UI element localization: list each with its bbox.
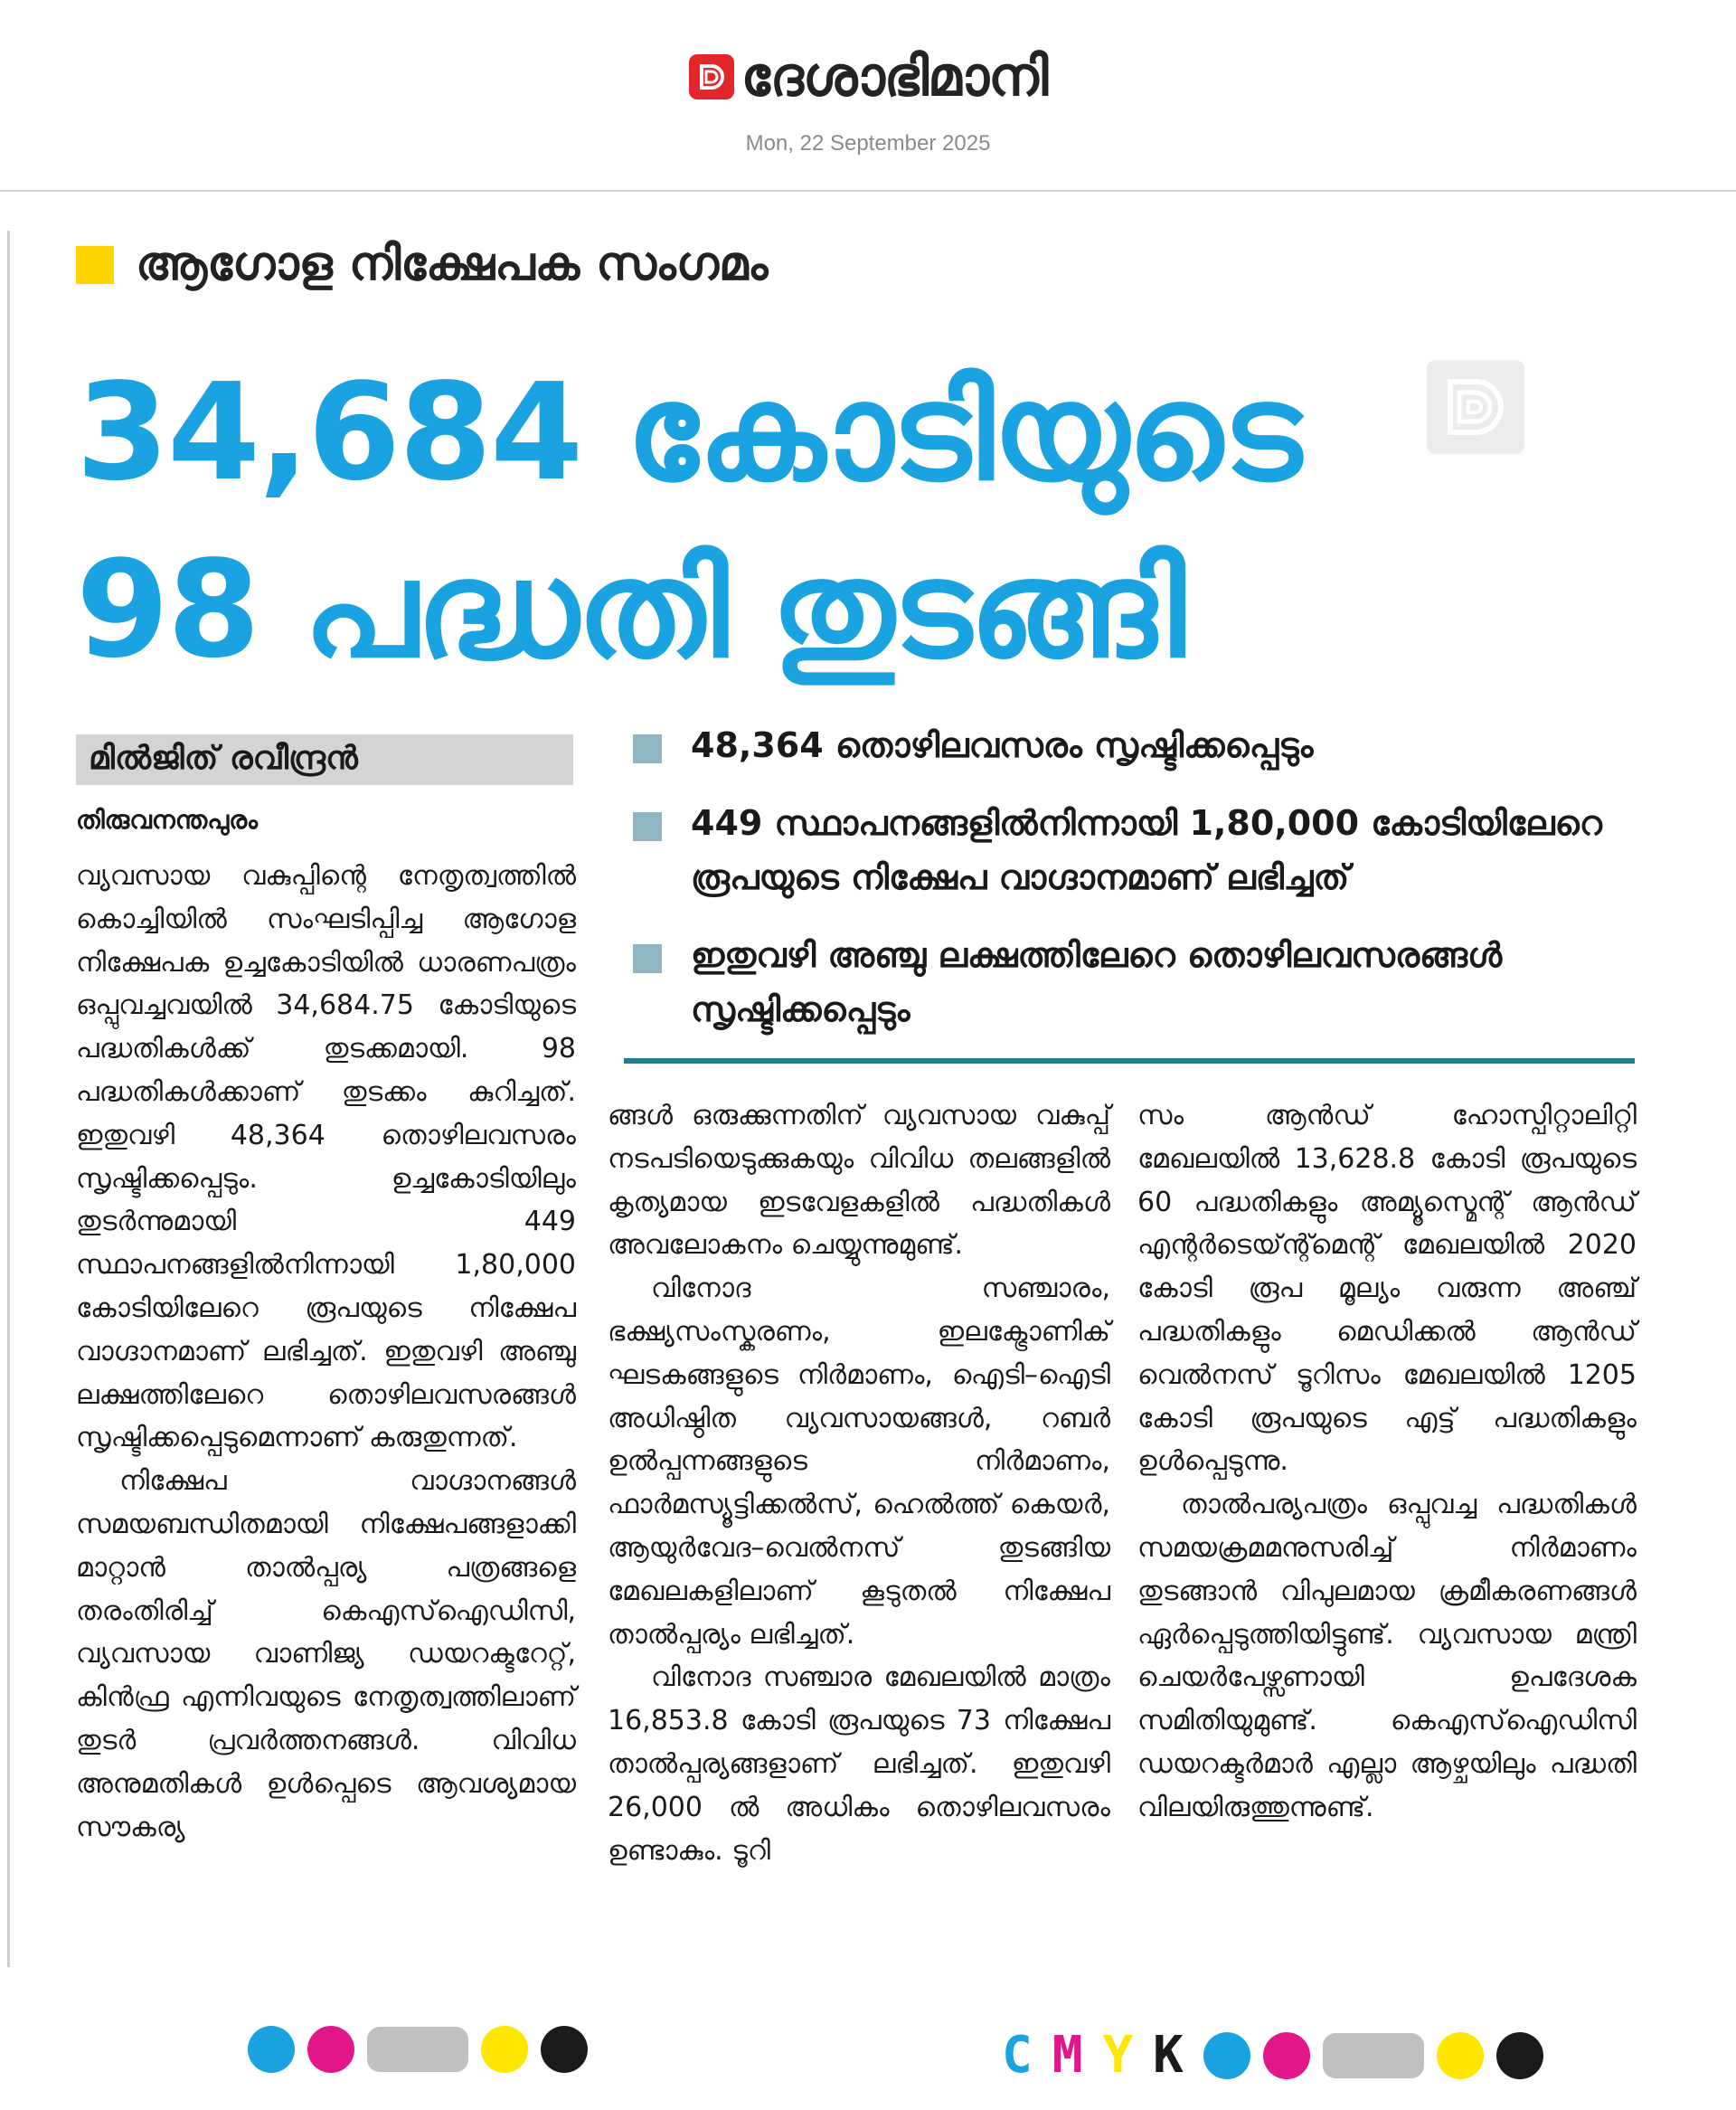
body-paragraph: വ്യവസായ വകുപ്പിന്റെ നേതൃത്വത്തിൽ കൊച്ചിയിൽ സംഘടിപ്പിച്ച ആഗോള നിക്ഷേപക ഉച്ചകോടിയിൽ ധാരണപത്രം ഒപ്പുവച്ചവയിൽ 34,684.75 കോടിയുടെ പദ്ധതികൾക്ക് തുടക്കമായി. 98 പദ്ധതികൾക്കാണ് തുടക്കം കുറിച്ചത്. ഇതുവഴി 48,364 തൊഴിലവസരം സൃഷ്ടിക്കപ്പെടും. ഉച്ചകോടിയിലും തുടർന്നുമായി 449 സ്ഥാപനങ്ങളിൽനിന്നായി 1,80,000 കോടിയിലേറെ രൂപയുടെ നിക്ഷേപ വാഗ്ദാനമാണ് ലഭിച്ചത്. ഇതുവഴി അഞ്ചു ലക്ഷത്തിലേറെ തൊഴിലവസരങ്ങൾ സൃഷ്ടിക്കപ്പെടുമെന്നാണ് കരുതുന്നത്.: [76, 860, 576, 1454]
edition-date: Mon, 22 September 2025: [745, 131, 991, 156]
highlight-item: [633, 718, 1637, 772]
highlight-text: 48,364 തൊഴിലവസരം സൃഷ്ടിക്കപ്പെടും: [691, 725, 1314, 765]
black-dot-icon: [541, 2026, 588, 2073]
highlights-divider: [624, 1058, 1635, 1064]
byline: മിൽജിത് രവീന്ദ്രൻ: [89, 740, 358, 777]
cyan-dot-icon: [248, 2026, 295, 2073]
body-column-1: [76, 855, 576, 1849]
cmyk-letter-k: K: [1153, 2026, 1184, 2085]
kicker: [76, 237, 768, 292]
kicker-text: ആഗോള നിക്ഷേപക സംഗമം: [136, 237, 769, 291]
body-paragraph: നിക്ഷേപ വാഗ്ദാനങ്ങൾ സമയബന്ധിതമായി നിക്ഷേപങ്ങളാക്കി മാറ്റാൻ താൽപ്പര്യ പത്രങ്ങളെ തരംതിരിച്ച് കെഎസ്ഐഡിസി, വ്യവസായ വാണിജ്യ ഡയറക്ടറേറ്റ്, കിൻഫ്ര എന്നിവയുടെ നേതൃത്വത്തിലാണ് തുടർ പ്രവർത്തനങ്ങൾ. വിവിധ അനുമതികൾ ഉൾപ്പെടെ ആവശ്യമായ സൗകര്യ: [76, 1465, 576, 1843]
logo-text: ദേശാഭിമാനി: [741, 45, 1048, 109]
bullet-square-icon: [633, 944, 662, 973]
gray-bar-icon: [367, 2027, 468, 2072]
cmyk-letter-m: M: [1052, 2026, 1083, 2085]
magenta-dot-icon: [307, 2026, 354, 2073]
bullet-square-icon: [633, 812, 662, 841]
color-registration-left: [248, 2026, 600, 2073]
body-paragraph: വിനോദ സഞ്ചാര മേഖലയിൽ മാത്രം 16,853.8 കോടി രൂപയുടെ 73 നിക്ഷേപ താൽപ്പര്യങ്ങളാണ് ലഭിച്ചത്. ഇതുവഴി 26,000 ൽ അധികം തൊഴിലവസരം ഉണ്ടാകും. ടൂറി: [608, 1661, 1110, 1867]
body-column-2: [608, 1094, 1110, 1872]
body-paragraph: വിനോദ സഞ്ചാരം, ഭക്ഷ്യസംസ്കരണം, ഇലക്ട്രോണിക് ഘടകങ്ങളുടെ നിർമാണം, ഐടി–ഐടി അധിഷ്ഠിത വ്യവസായങ്ങൾ, റബർ ഉൽപ്പന്നങ്ങളുടെ നിർമാണം, ഫാർമസ്യൂട്ടിക്കൽസ്, ഹെൽത്ത് കെയർ, ആയുർവേദ–വെൽനസ് തുടങ്ങിയ മേഖലകളിലാണ് കൂടുതൽ നിക്ഷേപ താൽപ്പര്യം ലഭിച്ചത്.: [608, 1273, 1110, 1651]
masthead-divider: [0, 190, 1736, 192]
body-column-3: [1137, 1094, 1637, 1830]
color-registration-right: [1002, 2026, 1556, 2085]
magenta-dot-icon: [1263, 2032, 1310, 2079]
highlight-text: 449 സ്ഥാപനങ്ങളിൽനിന്നായി 1,80,000 കോടിയിലേറെ രൂപയുടെ നിക്ഷേപ വാഗ്ദാനമാണ് ലഭിച്ചത്: [691, 803, 1602, 897]
gray-bar-icon: [1323, 2033, 1424, 2078]
kicker-square-icon: [76, 246, 114, 284]
highlight-text: ഇതുവഴി അഞ്ചു ലക്ഷത്തിലേറെ തൊഴിലവസരങ്ങൾ സൃഷ്ടിക്കപ്പെടും: [691, 935, 1503, 1029]
black-dot-icon: [1496, 2032, 1543, 2079]
cyan-dot-icon: [1203, 2032, 1250, 2079]
masthead: [0, 0, 1736, 190]
bullet-square-icon: [633, 734, 662, 763]
headline: [76, 344, 1432, 698]
masthead-logo[interactable]: [0, 45, 1736, 109]
logo-mark-icon: [689, 54, 734, 99]
dateline: തിരുവനന്തപുരം: [76, 805, 258, 835]
yellow-dot-icon: [481, 2026, 528, 2073]
cmyk-letter-c: C: [1002, 2026, 1033, 2085]
highlight-item: [633, 928, 1637, 1036]
highlight-item: [633, 796, 1637, 904]
yellow-dot-icon: [1437, 2032, 1484, 2079]
body-paragraph: ങ്ങൾ ഒരുക്കുന്നതിന് വ്യവസായ വകുപ്പ് നടപടിയെടുക്കുകയും വിവിധ തലങ്ങളിൽ കൃത്യമായ ഇടവേളകളിൽ പദ്ധതികൾ അവലോകനം ചെയ്യുന്നുമുണ്ട്.: [608, 1100, 1110, 1262]
cmyk-letter-y: Y: [1102, 2026, 1134, 2085]
headline-line-2: 98 പദ്ധതി തുടങ്ങി: [76, 532, 1184, 687]
headline-line-1: 34,684 കോടിയുടെ: [76, 355, 1300, 510]
watermark-logo-icon: [1427, 360, 1524, 454]
page-left-border: [7, 231, 10, 1967]
highlights-list: [633, 718, 1637, 1060]
body-paragraph: താൽപര്യപത്രം ഒപ്പുവച്ച പദ്ധതികൾ സമയക്രമമനുസരിച്ച് നിർമാണം തുടങ്ങാൻ വിപുലമായ ക്രമീകരണങ്ങൾ ഏർപ്പെടുത്തിയിട്ടുണ്ട്. വ്യവസായ മന്ത്രി ചെയർപേഴ്സണായി ഉപദേശക സമിതിയുമുണ്ട്. കെഎസ്ഐഡിസി ഡയറക്ടർമാർ എല്ലാ ആഴ്ചയിലും പദ്ധതി വിലയിരുത്തുന്നുണ്ട്.: [1137, 1489, 1637, 1823]
body-paragraph: സം ആൻഡ് ഹോസ്പിറ്റാലിറ്റി മേഖലയിൽ 13,628.8 കോടി രൂപയുടെ 60 പദ്ധതികളും അമ്യൂസ്മെന്റ് ആൻഡ് എന്റർടെയ്ന്റ്മെന്റ് മേഖലയിൽ 2020 കോടി രൂപ മൂല്യം വരുന്ന അഞ്ച് പദ്ധതികളും മെഡിക്കൽ ആൻഡ് വെൽനസ് ടൂറിസം മേഖലയിൽ 1205 കോടി രൂപയുടെ എട്ട് പദ്ധതികളും ഉൾപ്പെടുന്നു.: [1137, 1100, 1637, 1478]
